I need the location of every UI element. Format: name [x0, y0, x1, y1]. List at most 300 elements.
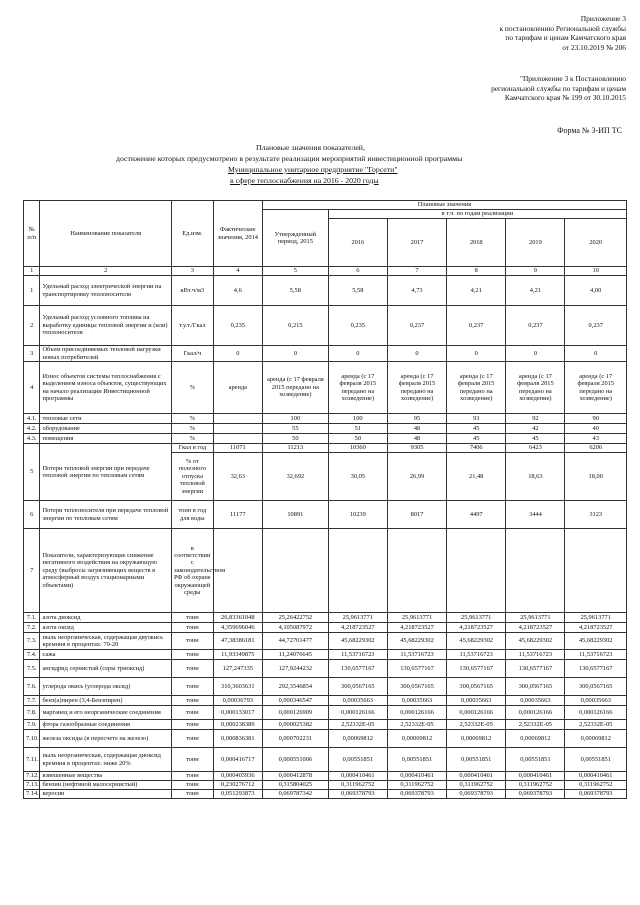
table-row [24, 306, 627, 346]
row-value: 0 [262, 346, 328, 362]
row-value: 0,00551851 [506, 748, 565, 772]
row-number: 4.3. [24, 434, 40, 444]
row-value [328, 529, 387, 613]
row-value: 0,000551006 [262, 748, 328, 772]
row-value: 0,00069812 [506, 730, 565, 748]
row-value: 0,00551851 [328, 748, 387, 772]
row-value: 30,05 [328, 453, 387, 501]
row-name: сажа [40, 650, 172, 660]
row-value: 0,00035663 [506, 696, 565, 706]
row-value: 300,0567165 [447, 678, 506, 696]
row-value: 4,73 [387, 276, 446, 306]
row-value: 25,9613771 [565, 613, 627, 623]
row-value: 0,000126166 [565, 706, 627, 720]
row-number: 4.2. [24, 424, 40, 434]
table-row [24, 276, 627, 306]
header-year: 2016 [328, 219, 387, 267]
row-value: 130,6577167 [565, 660, 627, 678]
row-value [506, 529, 565, 613]
table-row [24, 424, 627, 434]
row-value: 40 [565, 424, 627, 434]
row-value: 0,000126166 [328, 706, 387, 720]
row-value: 93 [447, 414, 506, 424]
row-value: 4,218723527 [447, 623, 506, 633]
header-plan: Плановые значения [262, 201, 626, 210]
row-value: 0,215 [262, 306, 328, 346]
table-row [24, 772, 627, 781]
header-line: "Приложение 3 к Постановлению [519, 74, 626, 83]
row-value: 130,6577167 [447, 660, 506, 678]
table-row [24, 730, 627, 748]
row-value [213, 424, 262, 434]
row-value: 45,68229302 [328, 633, 387, 650]
row-value: 45 [506, 434, 565, 444]
row-value: 0,000410461 [565, 772, 627, 781]
column-number: 6 [328, 267, 387, 276]
table-row [24, 501, 627, 529]
row-value: 300,0567165 [328, 678, 387, 696]
row-value [387, 529, 446, 613]
column-number: 8 [447, 267, 506, 276]
row-value: 51 [328, 424, 387, 434]
row-name: углерода окись (углерода оксид) [40, 678, 172, 696]
row-number: 1 [24, 276, 40, 306]
approval-header [499, 14, 626, 52]
table-row [24, 633, 627, 650]
row-value: 45 [447, 424, 506, 434]
row-name: помещения [40, 434, 172, 444]
header-line: Камчатского края № 199 от 30.10.2015 [504, 93, 626, 103]
row-unit: Гкал/ч [171, 346, 213, 362]
row-value: 0,235 [328, 306, 387, 346]
row-unit: Гкал в год [171, 444, 213, 453]
table-row [24, 706, 627, 720]
table-row [24, 529, 627, 613]
row-value: 11,53716723 [506, 650, 565, 660]
row-value: 25,9613771 [506, 613, 565, 623]
table-row [24, 346, 627, 362]
row-number: 7.12. [24, 772, 40, 781]
row-value: 7406 [447, 444, 506, 453]
row-value: 11,93349875 [213, 650, 262, 660]
row-value: 45,68229302 [565, 633, 627, 650]
row-value: 100 [262, 414, 328, 424]
row-value: 9305 [387, 444, 446, 453]
column-number: 7 [387, 267, 446, 276]
row-name: оборудование [40, 424, 172, 434]
row-name: Потери тепловой энергии при передаче тепловой энергии по тепловым сетям [40, 444, 172, 501]
row-value: 0,069378793 [447, 790, 506, 799]
row-number: 7.8. [24, 706, 40, 720]
row-value: 11,53716723 [565, 650, 627, 660]
row-value: 11071 [213, 444, 262, 453]
header-name: Наименование показателя [40, 201, 172, 267]
row-name: Удельный расход условного топлива на выработку единицы тепловой энергии и (или) теплоносителя [40, 306, 172, 346]
header-year: 2017 [387, 219, 446, 267]
row-unit: тонн [171, 678, 213, 696]
row-value: 127,9244232 [262, 660, 328, 678]
row-value: 18,63 [506, 453, 565, 501]
row-value: 11,53716723 [328, 650, 387, 660]
row-unit: тонн в год для воды [171, 501, 213, 529]
row-value: 0,00069812 [447, 730, 506, 748]
table-row [24, 362, 627, 414]
row-name: фтора газообразные соединения [40, 720, 172, 730]
row-value: 42 [506, 424, 565, 434]
row-value: 0,00035663 [447, 696, 506, 706]
table-row [24, 790, 627, 799]
row-unit: тонн [171, 706, 213, 720]
row-value: 4,359696046 [213, 623, 262, 633]
row-name: пыль неорганическая, содержащая двуокись кремния в процентах: 70-20 [40, 633, 172, 650]
row-unit: тонн [171, 650, 213, 660]
row-value: 0,00551851 [565, 748, 627, 772]
row-value: 0,000346547 [262, 696, 328, 706]
row-value: 0,069378793 [506, 790, 565, 799]
row-unit: % от полезного отпуска тепловой энергии [171, 453, 213, 501]
header-year: 2019 [506, 219, 565, 267]
row-number: 3 [24, 346, 40, 362]
row-number: 7.7. [24, 696, 40, 706]
row-value: 43 [565, 434, 627, 444]
row-name: тепловые сети [40, 414, 172, 424]
row-value [262, 529, 328, 613]
header-year: 2020 [565, 219, 627, 267]
row-unit: тонн [171, 730, 213, 748]
row-value: 4,218723527 [328, 623, 387, 633]
row-value: 0,000126166 [447, 706, 506, 720]
row-number: 4.1. [24, 414, 40, 424]
row-value: 2,52332E-05 [387, 720, 446, 730]
row-value: 0,230276712 [213, 781, 262, 790]
row-value: 92 [506, 414, 565, 424]
header-line: от 23.10.2019 № 206 [562, 42, 626, 52]
row-unit: % [171, 414, 213, 424]
row-number: 5 [24, 444, 40, 501]
row-unit: в соответствии с законодательством РФ об охране окружающей среды [171, 529, 213, 613]
row-value: 48 [387, 434, 446, 444]
row-value: 0 [213, 346, 262, 362]
row-value: 6423 [506, 444, 565, 453]
row-value: 130,6577167 [506, 660, 565, 678]
reference-header [491, 74, 626, 103]
row-value: 0,311962752 [387, 781, 446, 790]
row-number: 7.10. [24, 730, 40, 748]
column-numbers-row [24, 267, 627, 276]
row-value: 32,63 [213, 453, 262, 501]
row-value: 5,58 [262, 276, 328, 306]
row-unit: тонн [171, 696, 213, 706]
row-value: 48 [387, 424, 446, 434]
row-unit: тонн [171, 633, 213, 650]
row-value: 0,000403936 [213, 772, 262, 781]
row-value: аренда (с 17 февраля 2015 передано на хозведение) [328, 362, 387, 414]
row-value: 2,52332E-05 [565, 720, 627, 730]
title-line-4: в сфере теплоснабжения на 2016 - 2020 годы [230, 176, 379, 185]
row-value: 10360 [328, 444, 387, 453]
row-number: 7.6. [24, 678, 40, 696]
form-number: Форма № 3-ИП ТС [557, 126, 622, 135]
column-number: 2 [40, 267, 172, 276]
row-value: 55 [262, 424, 328, 434]
row-value: 0,237 [565, 306, 627, 346]
row-value: 4,21 [447, 276, 506, 306]
column-number: 1 [24, 267, 40, 276]
header-line: по тарифам и ценам Камчатского края [505, 33, 626, 43]
row-unit: тонн [171, 660, 213, 678]
row-name: бенз(а)пирен (3,4-Бензпирен) [40, 696, 172, 706]
row-value: 0,315804025 [262, 781, 328, 790]
row-value: 2,52332E-05 [328, 720, 387, 730]
row-name: бензин (нефтяной малосернистый) [40, 781, 172, 790]
row-value: 310,3603631 [213, 678, 262, 696]
row-value: 32,692 [262, 453, 328, 501]
row-value: 0 [387, 346, 446, 362]
row-name: азота оксид [40, 623, 172, 633]
row-value: 45,68229302 [447, 633, 506, 650]
row-value: 45 [447, 434, 506, 444]
table-row [24, 660, 627, 678]
row-value: 0,000126909 [262, 706, 328, 720]
row-value: 8017 [387, 501, 446, 529]
row-value: аренда (с 17 февраля 2015 передано на хозведение) [506, 362, 565, 414]
row-value: 0,000410461 [387, 772, 446, 781]
header-line: Приложение 3 [580, 14, 626, 23]
row-value: 0,051293873 [213, 790, 262, 799]
row-value: 26,99 [387, 453, 446, 501]
row-value: 0,00035663 [328, 696, 387, 706]
header-approved: Утвержденный период, 2015 [262, 210, 328, 267]
row-number: 7.4. [24, 650, 40, 660]
row-value: 5,58 [328, 276, 387, 306]
row-value: 4,105087972 [262, 623, 328, 633]
row-value: 0,00069812 [387, 730, 446, 748]
row-value: 130,6577167 [387, 660, 446, 678]
row-value: 44,72701477 [262, 633, 328, 650]
row-value: 0,000126166 [387, 706, 446, 720]
row-value: 0,069378793 [387, 790, 446, 799]
row-value: 6206 [565, 444, 627, 453]
column-number: 5 [262, 267, 328, 276]
header-line: к постановлению Региональной службы [499, 23, 626, 33]
header-line: региональной службы по тарифам и ценам [491, 83, 626, 93]
row-value: 50 [328, 434, 387, 444]
row-value: 0 [447, 346, 506, 362]
row-value: 292,3546854 [262, 678, 328, 696]
row-unit: кВт.ч/м3 [171, 276, 213, 306]
row-number: 7.9. [24, 720, 40, 730]
row-value: 0,000133017 [213, 706, 262, 720]
row-value: 0,311962752 [328, 781, 387, 790]
row-value: 0,311962752 [447, 781, 506, 790]
row-unit: тонн [171, 613, 213, 623]
row-unit: % [171, 424, 213, 434]
row-value: 25,9613771 [387, 613, 446, 623]
row-unit: т.у.т./Гкал [171, 306, 213, 346]
row-value: аренда (с 17 февраля 2015 передано на хозведение) [447, 362, 506, 414]
header-no: № п/п [24, 201, 40, 267]
row-value: 0,237 [387, 306, 446, 346]
row-value: 0 [565, 346, 627, 362]
row-value: 3123 [565, 501, 627, 529]
row-value: 11,24076645 [262, 650, 328, 660]
row-value: 0,000416717 [213, 748, 262, 772]
row-value: 0,069378793 [565, 790, 627, 799]
row-value: 0,000410461 [328, 772, 387, 781]
table-row [24, 781, 627, 790]
row-number: 7.2. [24, 623, 40, 633]
row-value: 0,311962752 [565, 781, 627, 790]
row-value: 45,68229302 [506, 633, 565, 650]
row-value: 0,000410461 [506, 772, 565, 781]
row-value: 3444 [506, 501, 565, 529]
row-value: 0,00551851 [447, 748, 506, 772]
row-value [213, 434, 262, 444]
row-value: 0,000025382 [262, 720, 328, 730]
row-value: аренда (с 17 февраля 2015 передано на хозведение) [565, 362, 627, 414]
row-value: 50 [262, 434, 328, 444]
row-value: 4,218723527 [506, 623, 565, 633]
table-row [24, 678, 627, 696]
row-value [213, 414, 262, 424]
table-row [24, 720, 627, 730]
row-value: 11,53716723 [447, 650, 506, 660]
table-row [24, 696, 627, 706]
table-row [24, 444, 627, 453]
row-value: 0,311962752 [506, 781, 565, 790]
row-value [565, 529, 627, 613]
row-number: 6 [24, 501, 40, 529]
row-number: 7.13. [24, 781, 40, 790]
row-number: 7 [24, 529, 40, 613]
column-number: 10 [565, 267, 627, 276]
row-value: 4,6 [213, 276, 262, 306]
row-value: 18,00 [565, 453, 627, 501]
header-unit: Ед.изм. [171, 201, 213, 267]
row-value: 300,0567165 [387, 678, 446, 696]
row-name: ангидрид сернистый (серы триоксид) [40, 660, 172, 678]
row-value: 0,00036793 [213, 696, 262, 706]
table-row [24, 623, 627, 633]
row-value: 4,218723527 [565, 623, 627, 633]
row-unit: тонн [171, 772, 213, 781]
row-value: 0,000702231 [262, 730, 328, 748]
row-value: аренда (с 17 февраля 2015 передано на хозведение) [262, 362, 328, 414]
row-value: 0,069787342 [262, 790, 328, 799]
row-unit: тонн [171, 781, 213, 790]
header-by-years: в т.ч. по годам реализации [328, 210, 626, 219]
column-number: 9 [506, 267, 565, 276]
row-value: 4497 [447, 501, 506, 529]
row-number: 4 [24, 362, 40, 414]
row-value: аренда [213, 362, 262, 414]
row-name: керосин [40, 790, 172, 799]
row-unit: % [171, 434, 213, 444]
row-value: 0,00069812 [328, 730, 387, 748]
row-value: 4,218723527 [387, 623, 446, 633]
row-name: Показатели, характеризующие снижение негативного воздействия на окружающую среду (выбросы загрязняющих веществ в атмосферный воздух стационарными объектами) [40, 529, 172, 613]
row-value: 26,83361048 [213, 613, 262, 623]
row-value: 11,53716723 [387, 650, 446, 660]
column-number: 3 [171, 267, 213, 276]
table-row [24, 434, 627, 444]
row-value: 95 [387, 414, 446, 424]
row-number: 7.5. [24, 660, 40, 678]
row-value: 45,68229302 [387, 633, 446, 650]
table-row [24, 613, 627, 623]
row-name: Износ объектов системы теплоснабжения с выделением износа объектов, существующих на начало реализации Инвестиционной программы [40, 362, 172, 414]
row-value [447, 529, 506, 613]
row-name: железа оксиды (в пересчете на железо) [40, 730, 172, 748]
row-value: 0,00069812 [565, 730, 627, 748]
row-value: 4,21 [506, 276, 565, 306]
row-value: 0 [506, 346, 565, 362]
row-unit: тонн [171, 748, 213, 772]
row-number: 7.11. [24, 748, 40, 772]
row-value: 0,069378793 [328, 790, 387, 799]
row-unit: тонн [171, 623, 213, 633]
row-value: 0,00035663 [565, 696, 627, 706]
row-name: Объем присоединяемых тепловой нагрузки новых потребителей [40, 346, 172, 362]
row-value: 0,000238389 [213, 720, 262, 730]
row-name: Удельный расход электрической энергии на транспортировку теплоносителя [40, 276, 172, 306]
row-name: пыль неорганическая, содержащая диоксид кремния в процентах: ниже 20% [40, 748, 172, 772]
row-value: 300,0567165 [565, 678, 627, 696]
row-value: 10891 [262, 501, 328, 529]
row-name: Потери теплоносителя при передаче тепловой энергии по тепловым сетям [40, 501, 172, 529]
indicators-table [23, 200, 627, 799]
header-year: 2018 [447, 219, 506, 267]
row-number: 7.3. [24, 633, 40, 650]
row-value: 0,000410461 [447, 772, 506, 781]
row-unit: % [171, 362, 213, 414]
row-number: 2 [24, 306, 40, 346]
row-value: 10239 [328, 501, 387, 529]
column-number: 4 [213, 267, 262, 276]
row-value: 25,9613771 [328, 613, 387, 623]
row-value: 130,6577167 [328, 660, 387, 678]
row-unit: тонн [171, 790, 213, 799]
row-value: 300,0567165 [506, 678, 565, 696]
row-value: 0,235 [213, 306, 262, 346]
row-value: 0,000412878 [262, 772, 328, 781]
row-value: 0,00035663 [387, 696, 446, 706]
row-value: 11177 [213, 501, 262, 529]
row-value: 0 [328, 346, 387, 362]
row-value: 100 [328, 414, 387, 424]
row-value: 2,52332E-05 [506, 720, 565, 730]
table-row [24, 748, 627, 772]
row-name: взвешенные вещества [40, 772, 172, 781]
table-row [24, 650, 627, 660]
row-value: 2,52332E-05 [447, 720, 506, 730]
row-value: 4,00 [565, 276, 627, 306]
row-value: 47,38386181 [213, 633, 262, 650]
row-value: 0,000836381 [213, 730, 262, 748]
row-number: 7.14. [24, 790, 40, 799]
row-name: азота диоксид [40, 613, 172, 623]
row-value: 0,237 [506, 306, 565, 346]
row-value: 11213 [262, 444, 328, 453]
row-unit: тонн [171, 720, 213, 730]
row-value: 0,000126166 [506, 706, 565, 720]
title-line-1: Плановые значения показателей, [256, 143, 365, 152]
table-row [24, 414, 627, 424]
row-number: 7.1. [24, 613, 40, 623]
row-name: марганец и его неорганические соединения [40, 706, 172, 720]
row-value: 25,9613771 [447, 613, 506, 623]
header-fact: Фактические значения, 2014 [213, 201, 262, 267]
